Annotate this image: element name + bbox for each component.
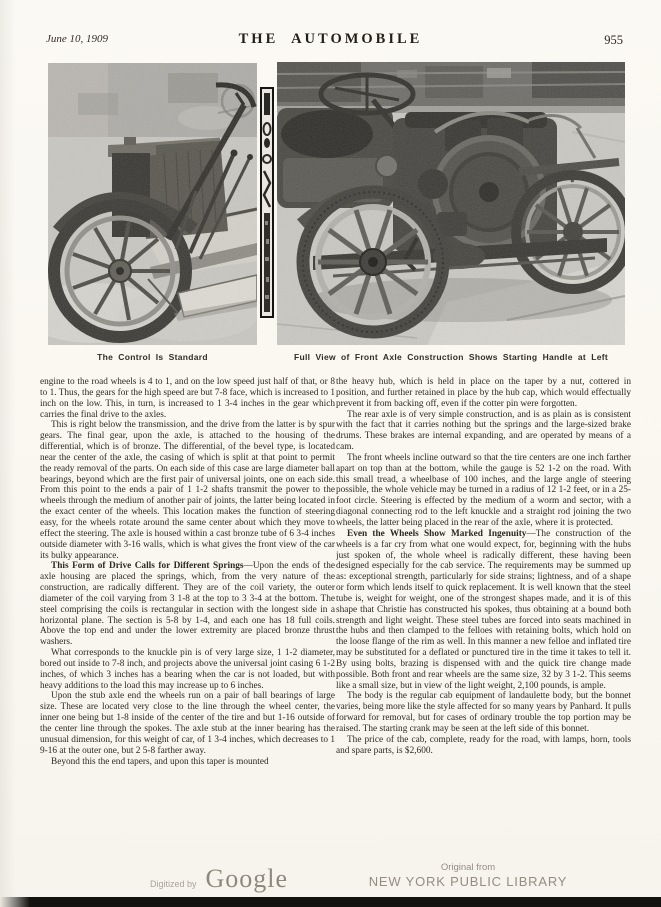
body-text: The rear axle is of very simple construction, and is as plain as is consistent with the fact that it carries nothing but the springs and the large-sized brake drums. These brakes are internal expanding, and are operated by means of a cam. [336, 409, 631, 453]
issue-date: June 10, 1909 [46, 33, 109, 45]
body-text: the heavy hub, which is held in place on the taper by a nut, cottered in position, and further retained in place by the hub cap, which would effectually prevent it from backing off, even if the cotter pin were forgotten. [336, 377, 631, 409]
photo-left-illustration [48, 63, 257, 345]
paragraph [40, 691, 335, 756]
paragraph [336, 735, 631, 757]
paragraph [40, 757, 335, 768]
page-number: 955 [604, 33, 623, 47]
photo-front-axle [277, 62, 625, 345]
paragraph [336, 410, 631, 453]
body-text: The price of the cab, complete, ready for the road, with lamps, horn, tools and spare parts, is $2,600. [336, 734, 631, 756]
paragraph [336, 691, 631, 734]
paragraph [40, 648, 335, 691]
library-name: NEW YORK PUBLIC LIBRARY [368, 874, 568, 889]
paragraph [40, 377, 335, 420]
divider-strip-illustration [260, 87, 274, 318]
library-watermark [348, 862, 588, 889]
paragraph [336, 529, 631, 692]
photo-divider-strip [260, 87, 274, 318]
original-from-label: Original from [440, 862, 496, 873]
right-column [336, 377, 631, 864]
digitized-by-label: Digitized by [150, 879, 197, 889]
paragraph-lead: This Form of Drive Calls for Different Springs [51, 561, 244, 572]
body-text: This is right below the transmission, and the drive from the latter is by spur gears. The final gear, upon the axle, is attached to the housing of the differential, which is of bronze. The differential, of the bevel type, is located near the center of the axle, the casing of which is split at that point to permit the ready removal of the parts. On each side of this case are large diameter ball bearings, beyond which are the first pair of universal joints, one on each side. From this point to the ends a pair of 1 1-2 shafts transmit the power to the wheels through the medium of another pair of joints, the latter being located in the exact center of the wheels. This location makes the function of steering easy, for the wheels rotate around the same center about which they move to effect the steering. The axle is housed within a cast bronze tube of 6 3-4 inches outside diameter with 3-16 walls, which is what gives the front view of the car its bulky appearance. [40, 420, 335, 561]
body-text: Upon the stub axle end the wheels run on a pair of ball bearings of large size. These are located very close to the line through the wheel center, the inner one being but 1-8 inside of the center of the tire and but 1-16 outside of the center line through the spokes. The axle stub at the inner bearing has the unusual dimension, for this weight of car, of 1 3-4 inches, which decreases to 1 9-16 at the outer one, but 2 5-8 farther away. [40, 691, 335, 756]
paragraph [40, 561, 335, 648]
google-logo: Google [205, 864, 289, 893]
page-title: THE AUTOMOBILE [238, 31, 423, 47]
left-column [40, 377, 335, 864]
body-text: The body is the regular cab equipment of landaulette body, but the bonnet varies, being more like the style affected for so many years by Panhard. It pulls forward for removal, but for cases of ordinary trouble the top portion may be raised. The starting crank may be seen at the left side of this bonnet. [336, 691, 631, 734]
paragraph [40, 420, 335, 561]
digitized-by-watermark [150, 866, 288, 892]
caption-right: Full View of Front Axle Construction Shows Starting Handle at Left [294, 352, 608, 362]
body-text: Beyond this the end tapers, and upon this taper is mounted [51, 756, 269, 767]
body-text: The front wheels incline outward so that the tire centers are one inch farther apart on top than at the bottom, while the gauge is 52 1-2 on the road. With this small tread, a wheelbase of 100 inches, and the large angle of steering possible, the whole vehicle may be turned in a radius of 12 1-2 feet, or in a 25-foot circle. Steering is effected by the medium of a worm and sector, with a diagonal connecting rod to the left knuckle and a straight rod joining the two wheels, the latter being placed in the rear of the axle, where it is protected. [336, 452, 631, 528]
body-text: What corresponds to the knuckle pin is of very large size, 1 1-2 diameter, bored out inside to 7-8 inch, and projects above the universal joint casing 6 1-2 inches, of which 3 inches has a bearing when the car is not loaded, but with heavy additions to the load this may increase up to 6 inches. [40, 648, 335, 691]
paragraph [336, 377, 631, 410]
body-text: engine to the road wheels is 4 to 1, and on the low speed just half of that, or 8 to 1. Thus, the gears for the high speed are but 7-8 face, which is increased to 1 inch on the low. This, in turn, is increased to 1 3-4 inches in the gear which carries the final drive to the axles. [40, 377, 335, 420]
paragraph-lead: Even the Wheels Show Marked Ingenuity [347, 528, 527, 539]
photo-control-standard [48, 63, 257, 345]
body-text: —Upon the ends of the axle housing are placed the springs, which, from the very nature of the construction, are radically different. They are of the coil variety, the outer diameter of the coil varying from 3 1-8 at the top to 3 3-4 at the bottom. The steel comprising the coils is rectangular in section with the longest side in a horizontal plane. The section is 5-8 by 1-4, and each one has 18 full coils. Above the top end and under the lower extremity are placed bronze thrust washers. [40, 561, 335, 648]
scan-edge-bar [0, 897, 661, 907]
paragraph [336, 453, 631, 529]
photo-right-illustration [277, 62, 625, 345]
caption-left: The Control Is Standard [97, 352, 208, 362]
body-text: —The construction of the wheels is a far cry from what one would expect, for, beginning with the hubs just spoken of, the whole wheel is radically different, these having been designed especially for the cab service. The requirements may be summed up as: exceptional strength, particularly for side strains; lightness, and of a shape or form which lends itself to quick replacement. It is well known that the steel tube is, weight for weight, one of the strongest shapes made, and it is of this shape that Christie has constructed his spokes, thus obtaining at a bound both strength and light weight. These steel tubes are forced into seats machined in the hubs and then clamped to the felloes with retaining bolts, which hold on the loose flange of the rim as well. In this manner a new felloe and inflated tire may be substituted for a deflated or punctured tire in the time it takes to tell it. By using bolts, brazing is dispensed with and the quick tire change made possible. Both front and rear wheels are the same size, 32 by 3 1-2. This seems like a small size, but in view of the light weight, 2,100 pounds, is ample. [336, 528, 631, 691]
